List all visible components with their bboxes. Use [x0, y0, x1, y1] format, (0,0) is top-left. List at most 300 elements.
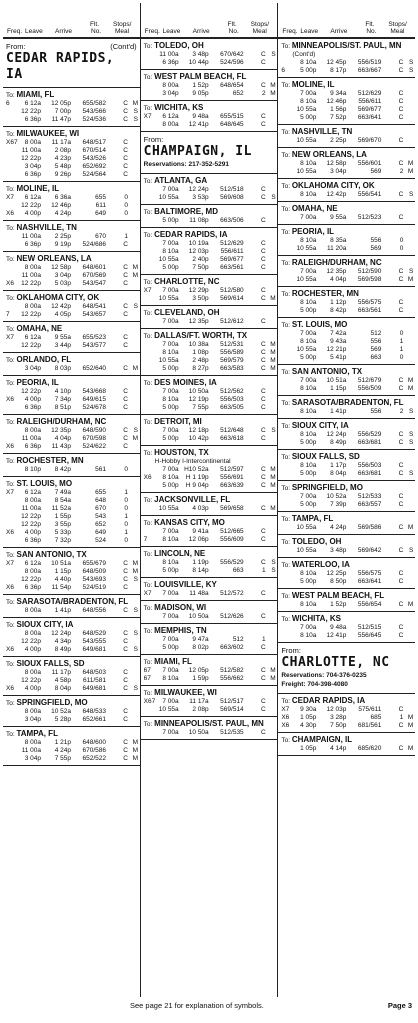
destination-heading — [141, 656, 278, 667]
destination-heading — [278, 126, 415, 137]
stops-cell: C — [398, 191, 404, 198]
destination-heading — [141, 330, 278, 341]
flight-number-cell: 663/561 — [357, 307, 382, 314]
leave-cell: 7 00a — [162, 388, 179, 395]
meal-cell: S — [271, 194, 276, 201]
arrive-cell: 8 42p — [330, 307, 347, 314]
flight-row — [278, 470, 415, 478]
stops-cell: C — [123, 272, 128, 279]
flight-number-cell: 652 — [232, 90, 244, 97]
destination-heading — [141, 71, 278, 82]
continued-label: (Cont'd) — [110, 42, 137, 51]
stops-cell: 2 — [399, 168, 404, 175]
flight-row — [141, 482, 278, 490]
leave-cell: 12 22p — [21, 576, 41, 583]
flight-row — [3, 116, 140, 124]
freq-cell — [141, 435, 151, 443]
destination-name: SARASOTA/BRADENTON, FL — [291, 398, 404, 407]
freq-cell: 6 — [281, 67, 285, 74]
arrive-cell: 12 24p — [326, 431, 347, 438]
to-prefix: To: — [281, 562, 292, 569]
arrive-cell: 7 55p — [54, 755, 71, 762]
freq-cell — [3, 303, 13, 311]
leave-cell: 3 04p — [24, 163, 41, 170]
meal-cell — [266, 729, 276, 737]
meal-cell: M — [407, 160, 414, 167]
from-label: From: — [6, 42, 26, 51]
flight-row — [141, 590, 278, 598]
meal-cell — [128, 163, 138, 171]
stops-cell: C — [398, 524, 404, 531]
destination-block — [3, 696, 140, 727]
arrive-cell: 9 26p — [54, 171, 71, 178]
flight-number-cell: 648/590 — [82, 427, 106, 434]
freq-cell — [3, 607, 13, 615]
flight-number-cell: 556/575 — [357, 570, 382, 577]
flight-number-cell: 663/639 — [220, 482, 244, 489]
arrive-cell: 1 17p — [330, 462, 347, 469]
meal-cell — [128, 342, 138, 350]
flight-number-cell: 543/693 — [82, 576, 106, 583]
destination-heading — [141, 276, 278, 287]
freq-cell — [278, 307, 288, 315]
arrive-cell: 11 52a — [51, 505, 71, 512]
freq-cell — [141, 567, 151, 575]
leave-cell: 7 00a — [162, 667, 179, 674]
flight-number-cell: 652/661 — [82, 716, 106, 723]
leave-cell: 7 00a — [162, 590, 179, 597]
freq-cell — [141, 644, 151, 652]
flight-number-cell: 569/514 — [220, 706, 244, 713]
arrive-cell: 8 54a — [54, 497, 71, 504]
to-prefix: To: — [143, 74, 155, 81]
flight-row — [3, 202, 140, 210]
leave-cell: 7 00a — [300, 493, 317, 500]
leave-cell: 8 00a — [24, 568, 41, 575]
arrive-cell: 8 50p — [330, 578, 347, 585]
stops-cell: C — [123, 646, 128, 653]
leave-cell: 5 00p — [162, 435, 179, 442]
destination-heading — [278, 149, 415, 160]
flight-number-cell: 569/579 — [220, 357, 244, 364]
freq-cell — [141, 121, 151, 129]
to-prefix: To: — [281, 698, 292, 705]
destination-name: CHARLOTTE, NC — [154, 277, 220, 286]
freq-cell: X6 — [6, 280, 14, 287]
to-prefix: To: — [281, 322, 292, 329]
meal-cell: M — [270, 90, 276, 97]
leave-cell: 4 30p — [300, 722, 317, 729]
leave-cell: 7 00a — [162, 186, 179, 193]
to-prefix: To: — [143, 551, 155, 558]
destination-name: ST. LOUIS, MO — [291, 320, 348, 329]
meal-cell — [403, 706, 413, 714]
destination-block — [3, 221, 140, 252]
arrive-cell: 8 04p — [330, 470, 347, 477]
leave-header: Leave — [162, 28, 181, 35]
freq-cell — [278, 385, 288, 393]
leave-cell: 6 36p — [24, 116, 41, 123]
flight-row — [3, 396, 140, 404]
destination-block — [278, 694, 415, 733]
flight-number-cell: 569/670 — [357, 137, 382, 144]
meal-cell: M — [132, 747, 138, 754]
leave-cell: 5 00p — [162, 217, 179, 224]
arrive-cell: 10 51a — [51, 560, 71, 567]
flight-number-cell: 543/668 — [82, 388, 106, 395]
arrive-cell: 11 17a — [189, 698, 209, 705]
leave-cell: 6 36p — [24, 537, 41, 544]
freq-cell: X7 — [281, 706, 290, 713]
freq-cell — [3, 116, 13, 124]
meal-cell — [403, 90, 413, 98]
freq-cell — [3, 677, 13, 685]
freq-cell: X7 — [6, 489, 14, 496]
stops-cell: C — [398, 98, 404, 105]
freq-cell — [278, 470, 288, 478]
arrive-cell: 9 48a — [192, 113, 209, 120]
arrive-cell: 7 39p — [330, 501, 347, 508]
stops-cell: C — [123, 584, 128, 591]
flight-row — [3, 443, 140, 451]
flight-row — [278, 547, 415, 555]
stops-cell: C — [123, 607, 128, 614]
destination-block — [278, 318, 415, 365]
flight-number-cell: 524/678 — [82, 404, 106, 411]
to-prefix: To: — [281, 454, 292, 461]
stops-cell: C — [398, 377, 404, 384]
flight-row — [141, 256, 278, 264]
arrive-cell: 7 34p — [54, 396, 71, 403]
meal-cell — [128, 584, 138, 592]
destination-heading — [3, 478, 140, 489]
meal-cell: S — [271, 559, 276, 566]
destination-block — [141, 655, 278, 686]
stops-cell: C — [123, 435, 128, 442]
flight-row — [278, 493, 415, 501]
leave-cell: 11 00a — [21, 435, 41, 442]
flight-number-cell: 663 — [232, 567, 244, 574]
leave-cell: 8 10a — [162, 248, 179, 255]
flight-row — [141, 240, 278, 248]
leave-cell: 8 10p — [24, 466, 41, 473]
arrive-cell: 7 42a — [330, 330, 347, 337]
meal-cell — [266, 240, 276, 248]
stops-cell: 1 — [399, 714, 404, 721]
arrive-cell: 10 38a — [188, 341, 209, 348]
destination-block — [278, 612, 415, 643]
destination-heading — [3, 128, 140, 139]
leave-cell: 6 12a — [24, 334, 41, 341]
flight-number-cell: 681/561 — [357, 722, 382, 729]
arrive-cell: 12 41p — [326, 632, 347, 639]
meal-cell: M — [132, 755, 138, 762]
meal-cell — [128, 210, 138, 218]
stops-cell: C — [123, 396, 128, 403]
meal-cell — [128, 147, 138, 155]
destination-name: DES MOINES, IA — [154, 378, 217, 387]
leave-cell: 12 22p — [21, 388, 41, 395]
freq-cell — [3, 365, 13, 373]
stops-cell: C — [260, 318, 266, 325]
freq-cell — [3, 155, 13, 163]
flight-row — [3, 365, 140, 373]
leave-cell: 8 00a — [24, 497, 41, 504]
stops-cell: 1 — [124, 233, 128, 240]
stops-cell: C — [398, 745, 404, 752]
column-1 — [3, 39, 141, 997]
meal-cell: M — [270, 357, 276, 364]
destination-heading — [278, 613, 415, 624]
flight-row — [278, 307, 415, 315]
leave-cell: 8 10a — [300, 338, 317, 345]
freq-cell: X6 — [281, 714, 290, 721]
flight-row — [278, 745, 415, 753]
flight-number-cell: 512/612 — [220, 318, 244, 325]
leave-cell: 7 00a — [162, 729, 179, 736]
destination-block — [278, 202, 415, 225]
meal-cell — [128, 521, 138, 529]
leave-cell: 8 10a — [162, 474, 179, 481]
freq-cell — [3, 747, 13, 755]
meal-cell — [128, 334, 138, 342]
leave-cell: 12 22p — [21, 280, 41, 287]
destination-name: SIOUX CITY, IA — [291, 421, 349, 430]
flight-number-cell: 512/679 — [357, 377, 382, 384]
meal-cell — [128, 497, 138, 505]
arrive-cell: 12 58p — [326, 160, 347, 167]
flight-number-cell: 655 — [95, 194, 106, 201]
arrive-cell: 4 10p — [54, 388, 71, 395]
flight-number-cell: 655/582 — [82, 100, 106, 107]
flight-number-cell: 524/564 — [82, 171, 106, 178]
arrive-cell: 10 52a — [51, 708, 71, 715]
leave-cell: 9 30a — [300, 706, 317, 713]
destination-name: CHAMPAIGN, IL — [291, 735, 353, 744]
freq-cell: X6 — [6, 646, 14, 653]
flight-row — [3, 342, 140, 350]
flight-number-cell: 543/526 — [82, 155, 106, 162]
stops-cell: C — [260, 349, 266, 356]
freq-cell — [141, 388, 151, 396]
stops-cell: C — [398, 624, 404, 631]
flight-number-cell: 512/517 — [220, 698, 244, 705]
arrive-cell: 7 55p — [192, 404, 209, 411]
flight-number-cell: 663 — [370, 354, 382, 361]
flight-number-cell: 649 — [95, 529, 106, 536]
destination-name: MOLINE, IL — [291, 80, 335, 89]
meal-cell — [128, 529, 138, 537]
leave-cell: 5 00p — [300, 578, 317, 585]
freq-cell — [3, 233, 13, 241]
flight-row — [141, 698, 278, 706]
arrive-cell: 12 42p — [326, 191, 347, 198]
stops-cell: C — [123, 576, 128, 583]
meal-cell: M — [132, 100, 138, 107]
destination-name: SARASOTA/BRADENTON, FL — [16, 597, 129, 606]
destination-block — [278, 450, 415, 481]
flight-row — [3, 100, 140, 108]
stops-cell: C — [398, 632, 404, 639]
destination-list — [3, 88, 140, 766]
destination-heading — [3, 377, 140, 388]
meal-cell: S — [409, 439, 414, 446]
leave-cell: 8 10a — [300, 431, 317, 438]
stops-cell: 0 — [124, 210, 128, 217]
page-footer — [0, 998, 418, 1020]
flight-number-cell: 569/677 — [357, 106, 382, 113]
arrive-cell: 12 03p — [188, 248, 209, 255]
stops-cell: C — [260, 427, 266, 434]
destination-block — [141, 516, 278, 547]
stops-cell: C — [398, 268, 404, 275]
freq-cell — [3, 505, 13, 513]
meal-cell — [128, 638, 138, 646]
arrive-cell: 7 32p — [54, 537, 71, 544]
stops-cell: C — [260, 388, 266, 395]
freq-cell — [141, 427, 151, 435]
arrive-cell: 9 19p — [54, 241, 71, 248]
flight-row — [141, 186, 278, 194]
destination-heading — [278, 397, 415, 408]
stops-cell: 1 — [399, 338, 404, 345]
flight-number-cell: 556/611 — [220, 248, 244, 255]
leave-cell: 8 00a — [24, 139, 41, 146]
flight-row — [141, 121, 278, 129]
freq-cell — [278, 570, 288, 578]
stops-cell: C — [123, 108, 128, 115]
to-prefix: To: — [6, 92, 17, 99]
arrive-cell: 2 25p — [330, 137, 347, 144]
stops-cell: C — [123, 163, 128, 170]
destination-block — [278, 419, 415, 450]
destination-name: RALEIGH/DURHAM, NC — [16, 417, 107, 426]
to-prefix: To: — [281, 229, 292, 236]
stops-cell: C — [260, 706, 266, 713]
to-prefix: To: — [6, 419, 17, 426]
origin-cedar-rapids — [3, 39, 140, 88]
freq-cell: X67 — [6, 139, 18, 146]
freq-cell: X6 — [281, 722, 290, 729]
stops-cell: C — [398, 462, 404, 469]
destination-block — [278, 179, 415, 202]
flight-row — [3, 334, 140, 342]
leave-cell: 11 00a — [21, 272, 41, 279]
destination-heading — [278, 734, 415, 745]
destination-name: WATERLOO, IA — [291, 560, 350, 569]
leave-cell: 10 55a — [296, 106, 317, 113]
arrive-cell: 10 50a — [188, 388, 209, 395]
column-header — [141, 3, 279, 37]
flight-number-cell: 649/681 — [82, 685, 106, 692]
leave-cell: 7 00a — [162, 318, 179, 325]
flight-number-cell: 556/529 — [220, 559, 244, 566]
stops-cell: C — [123, 155, 128, 162]
flight-number-cell: 569/677 — [220, 256, 244, 263]
freq-cell — [141, 706, 151, 714]
destination-heading — [141, 377, 278, 388]
arrive-cell: 11 17a — [51, 139, 71, 146]
origin-from-row — [6, 42, 137, 51]
meal-cell — [403, 307, 413, 315]
flight-row — [3, 529, 140, 537]
flight-row — [3, 303, 140, 311]
freq-cell — [141, 59, 151, 67]
stops-cell: C — [260, 435, 266, 442]
to-prefix: To: — [6, 326, 17, 333]
meal-cell: M — [407, 524, 414, 531]
freq-cell — [141, 51, 151, 59]
leave-cell: 8 10a — [300, 98, 317, 105]
leave-cell: 8 10a — [300, 408, 317, 415]
destination-block — [278, 396, 415, 419]
flight-row — [3, 537, 140, 545]
flight-row — [141, 113, 278, 121]
stops-cell: C — [123, 747, 128, 754]
flight-row — [3, 280, 140, 288]
arrive-cell: 12 25p — [326, 570, 347, 577]
freq-cell — [141, 186, 151, 194]
arrive-cell: 3 53p — [192, 194, 209, 201]
destination-list — [141, 174, 278, 740]
destination-name: MILWAUKEE, WI — [154, 688, 217, 697]
destination-heading — [3, 222, 140, 233]
flight-row — [3, 210, 140, 218]
freq-cell — [3, 638, 13, 646]
stops-cell: C — [260, 51, 266, 58]
leave-cell: 8 10a — [300, 191, 317, 198]
meal-header: Meal — [252, 28, 267, 35]
arrive-cell: 10 50a — [188, 613, 209, 620]
flight-number-cell: 648/533 — [82, 708, 106, 715]
flight-number-cell: 512/572 — [220, 590, 244, 597]
leave-cell: 8 10a — [300, 601, 317, 608]
meal-cell: M — [270, 349, 276, 356]
meal-cell: M — [132, 365, 138, 372]
destination-block — [3, 353, 140, 376]
leave-cell: 6 36p — [24, 241, 41, 248]
destination-heading — [141, 625, 278, 636]
stops-cell: C — [123, 342, 128, 349]
arrive-cell: 7 50p — [330, 722, 347, 729]
freq-cell: X7 — [143, 590, 152, 597]
freq-cell — [278, 330, 288, 338]
arrive-cell: 9 55a — [330, 214, 347, 221]
stops-cell: C — [398, 439, 404, 446]
destination-block — [278, 512, 415, 535]
freq-cell — [278, 59, 288, 67]
flight-row — [141, 636, 278, 644]
flight-number-cell: 652 — [95, 521, 106, 528]
leave-cell: 6 36p — [24, 443, 41, 450]
destination-name: OMAHA, NE — [16, 324, 63, 333]
flight-row — [141, 59, 278, 67]
arrive-cell: 1 21p — [54, 739, 71, 746]
to-prefix: To: — [6, 131, 17, 138]
to-prefix: To: — [143, 659, 155, 666]
flight-number-cell: 556/611 — [358, 98, 382, 105]
meal-cell — [403, 354, 413, 362]
arrive-cell: 3 50p — [192, 295, 209, 302]
flight-number-cell: 569/642 — [357, 547, 382, 554]
freq-cell: X6 — [6, 396, 14, 403]
leave-cell: 5 00p — [300, 67, 317, 74]
destination-name: SAN ANTONIO, TX — [291, 367, 363, 376]
flight-number-cell: 670 — [95, 233, 106, 240]
destination-block — [3, 322, 140, 353]
meal-cell — [403, 245, 413, 253]
meal-cell — [403, 632, 413, 640]
